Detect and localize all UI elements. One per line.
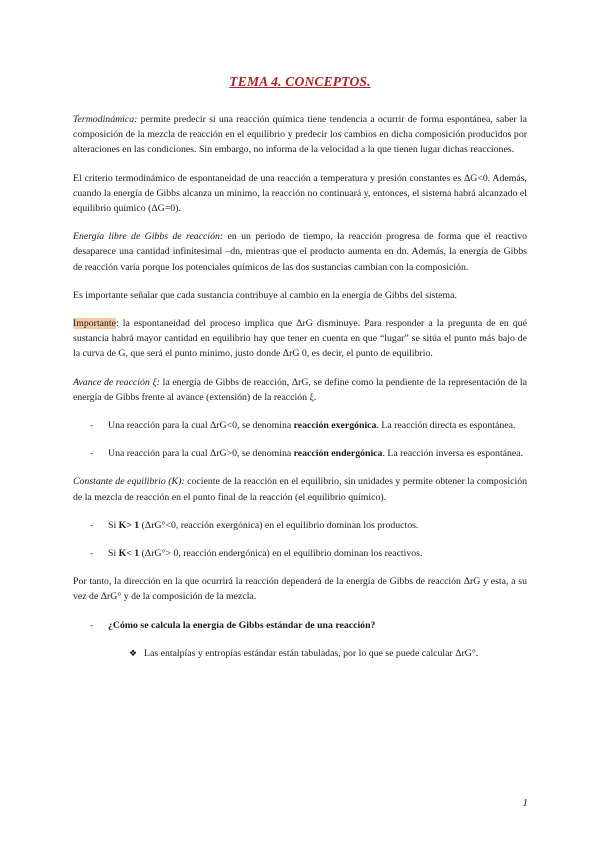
paragraph-text: en un periodo de tiempo, la reacción progresa de forma que el reactivo desaparece una cantidad infinitesimal –dn, mientras que el producto aumenta en dn. Además, la energía de Gibbs de reacción varía porque los potenciales químicos de las dos sustancias cambian con la composición. [73, 231, 527, 273]
paragraph-termodinamica [73, 112, 527, 158]
paragraph-text: : la espontaneidad del proceso implica que ΔrG disminuye. Para responder a la pregunta de en qué sustancia habrá mayor cantidad en equilibrio hay que tener en cuenta en que “lugar” se sitúa el punto más bajo de la curva de G, que será el punto mínimo, justo donde ΔrG 0, es decir, el punto de equilibrio. [73, 318, 527, 360]
list-item-exergonica [73, 418, 527, 433]
term-termodinamica: Termodinámica: [73, 114, 138, 125]
bullet-text: (ΔrG°> 0, reacción endergónica) en el equilibrio dominan los reactivos. [139, 548, 423, 560]
paragraph-por-tanto: Por tanto, la dirección en la que ocurrirá la reacción dependerá de la energía de Gibbs de reacción ΔrG y esta, a su vez de ΔrG° y de la composición de la mezcla. [73, 576, 527, 603]
bullet-bold: K> 1 [118, 519, 140, 531]
paragraph-importante [73, 316, 527, 362]
bullet-text: Una reacción para la cual ΔrG<0, se denomina [108, 420, 294, 432]
dash-marker: - [90, 420, 94, 432]
bullet-text: (ΔrG°<0, reacción exergónica) en el equilibrio dominan los productos. [139, 519, 419, 531]
paragraph-text: cociente de la reacción en el equilibrio, sin unidades y permite obtener la composición de la mezcla de reacción en el punto final de la reacción (el equilibrio químico). [73, 476, 527, 503]
term-avance: Avance de reacción ξ: [73, 376, 160, 388]
paragraph-constante [73, 474, 527, 504]
paragraph-text: la energía de Gibbs de reacción, ΔrG, se define como la pendiente de la representación de la energía de Gibbs frente al avance (extensión) de la reacción ξ. [73, 376, 527, 403]
paragraph-avance [73, 375, 527, 405]
sub-item-text: Las entalpías y entropías estándar están tabuladas, por lo que se puede calcular ΔrG°. [144, 647, 479, 659]
document-page [73, 74, 527, 661]
term-constante: Constante de equilibrio (K): [73, 476, 185, 488]
bullet-bold: reacción exergónica [293, 420, 377, 432]
list-item-k-mayor [73, 518, 527, 533]
page-number: 1 [522, 797, 528, 809]
dash-marker: - [90, 519, 94, 531]
bullet-text: Si [108, 519, 119, 531]
list-item-k-menor [73, 546, 527, 561]
bullet-text: . La reacción directa es espontánea. [376, 420, 516, 432]
paragraph-criterio: El criterio termodinámico de espontaneidad de una reacción a temperatura y presión constantes es ΔG<0. Además, cuando la energía de Gibbs alcanza un mínimo, la reacción no continuará y, entonces, el sistema habrá alcanzado el equilibrio químico (ΔG=0). [73, 172, 527, 215]
paragraph-text: permite predecir si una reacción química tiene tendencia a ocurrir de forma espontánea, saber la composición de la mezcla de reacción en el equilibrio y predecir los cambios en dicha composición producidos por alteraciones en las condiciones. Sin embargo, no informa de la velocidad a la que tienen lugar dichas reacciones. [73, 114, 527, 156]
paragraph-importante-senalar: Es importante señalar que cada sustancia contribuye al cambio en la energía de Gibbs del sistema. [73, 289, 457, 301]
page-title: TEMA 4. CONCEPTOS. [229, 74, 371, 89]
bullet-bold: reacción endergónica [293, 448, 383, 460]
dash-marker: - [90, 548, 94, 560]
sub-list-item [73, 646, 527, 661]
highlight-importante: Importante [73, 318, 116, 330]
bullet-text: Una reacción para la cual ΔrG>0, se denomina [108, 448, 294, 460]
question-heading: ¿Cómo se calcula la energía de Gibbs estándar de una reacción? [108, 619, 376, 631]
bullet-text: Si [108, 548, 119, 560]
bullet-text: . La reacción inversa es espontánea. [382, 448, 524, 460]
list-item-endergonica [73, 446, 527, 461]
bullet-bold: K< 1 [118, 548, 140, 560]
dash-marker: - [90, 448, 94, 460]
dash-marker: - [90, 619, 94, 631]
list-item-question [73, 618, 527, 633]
diamond-bullet-icon: ❖ [129, 647, 138, 658]
term-gibbs: Energía libre de Gibbs de reacción: [73, 231, 224, 243]
paragraph-gibbs [73, 229, 527, 275]
